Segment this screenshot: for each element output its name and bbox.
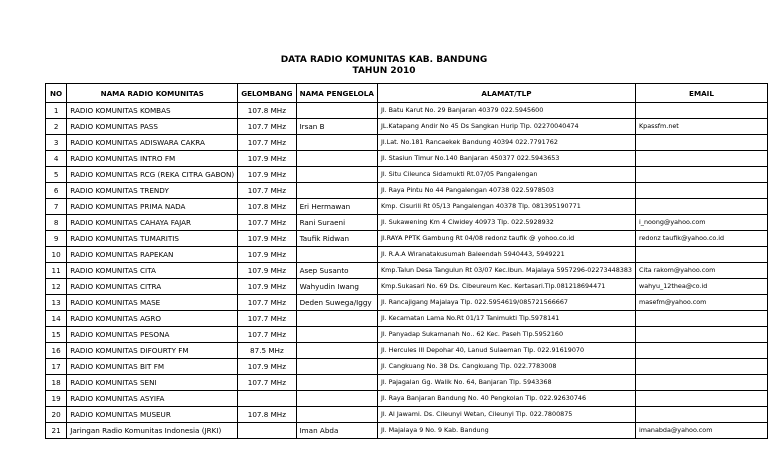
cell-email: redonz taufik@yahoo.co.id: [635, 231, 767, 247]
cell-address: Jl. Sukawening Km 4 Ciwidey 40973 Tlp. 022.5928932: [377, 215, 635, 231]
table-row: [46, 247, 768, 263]
cell-frequency: 107.7 MHz: [238, 375, 296, 391]
cell-name: RADIO KOMUNITAS PASS: [67, 119, 238, 135]
cell-frequency: 107.7 MHz: [238, 183, 296, 199]
cell-email: [635, 359, 767, 375]
cell-email: Cita rakom@yahoo.com: [635, 263, 767, 279]
cell-frequency: 107.9 MHz: [238, 151, 296, 167]
cell-name: RADIO KOMUNITAS DIFOURTY FM: [67, 343, 238, 359]
cell-manager: [296, 151, 377, 167]
cell-address: Jl. Majalaya 9 No. 9 Kab. Bandung: [377, 423, 635, 439]
cell-email: [635, 311, 767, 327]
cell-email: imanabda@yahoo.com: [635, 423, 767, 439]
cell-email: [635, 247, 767, 263]
cell-manager: Taufik Ridwan: [296, 231, 377, 247]
table-body: [46, 103, 768, 439]
cell-manager: Irsan B: [296, 119, 377, 135]
cell-frequency: 107.9 MHz: [238, 231, 296, 247]
cell-email: [635, 151, 767, 167]
header-address: ALAMAT/TLP: [377, 84, 635, 103]
table-row: [46, 135, 768, 151]
cell-name: RADIO KOMUNITAS SENI: [67, 375, 238, 391]
cell-address: Jl.Lat. No.181 Rancaekek Bandung 40394 022.7791762: [377, 135, 635, 151]
cell-no: 10: [46, 247, 67, 263]
cell-email: [635, 103, 767, 119]
cell-manager: [296, 391, 377, 407]
table-row: [46, 359, 768, 375]
cell-address: Jl. Al Jawami. Ds. Cileunyi Wetan, Cileunyi Tlp. 022.7800875: [377, 407, 635, 423]
table-row: [46, 407, 768, 423]
cell-manager: Wahyudin Iwang: [296, 279, 377, 295]
cell-address: Jl. R.A.A Wiranatakusumah Baleendah 5940443, 5949221: [377, 247, 635, 263]
cell-manager: [296, 183, 377, 199]
header-manager: NAMA PENGELOLA: [296, 84, 377, 103]
cell-frequency: [238, 423, 296, 439]
table-header-row: [46, 84, 768, 103]
cell-no: 9: [46, 231, 67, 247]
document-title: DATA RADIO KOMUNITAS KAB. BANDUNG: [280, 55, 488, 65]
cell-manager: [296, 103, 377, 119]
cell-frequency: 107.8 MHz: [238, 407, 296, 423]
cell-manager: [296, 375, 377, 391]
cell-address: Kmp.Sukasari No. 69 Ds. Cibeureum Kec. Kertasari.Tlp.081218694471: [377, 279, 635, 295]
cell-email: Kpassfm.net: [635, 119, 767, 135]
cell-manager: [296, 327, 377, 343]
cell-address: Kmp. Cisurili Rt 05/13 Pangalengan 40378 Tlp. 081395190771: [377, 199, 635, 215]
cell-manager: [296, 407, 377, 423]
cell-frequency: 107.7 MHz: [238, 311, 296, 327]
cell-no: 16: [46, 343, 67, 359]
cell-frequency: 87.5 MHz: [238, 343, 296, 359]
cell-email: wahyu_12thea@co.id: [635, 279, 767, 295]
cell-name: RADIO KOMUNITAS PESONA: [67, 327, 238, 343]
cell-address: Jl. Batu Karut No. 29 Banjaran 40379 022.5945600: [377, 103, 635, 119]
table-row: [46, 327, 768, 343]
cell-address: Jl. Cangkuang No. 38 Ds. Cangkuang Tlp. 022.7783008: [377, 359, 635, 375]
cell-name: RADIO KOMUNITAS AGRO: [67, 311, 238, 327]
cell-address: Jl. Raya Pintu No 44 Pangalengan 40738 022.5978503: [377, 183, 635, 199]
cell-no: 3: [46, 135, 67, 151]
table-row: [46, 103, 768, 119]
cell-manager: Asep Susanto: [296, 263, 377, 279]
cell-frequency: 107.7 MHz: [238, 327, 296, 343]
cell-frequency: 107.8 MHz: [238, 103, 296, 119]
cell-manager: [296, 247, 377, 263]
table-row: [46, 391, 768, 407]
cell-manager: [296, 359, 377, 375]
cell-address: Jl.RAYA PPTK Gambung Rt 04/08 redonz taufik @ yohoo.co.id: [377, 231, 635, 247]
cell-address: Jl. Rancajigang Majalaya Tlp. 022.5954619/085721566667: [377, 295, 635, 311]
cell-no: 17: [46, 359, 67, 375]
table-row: [46, 119, 768, 135]
cell-name: RADIO KOMUNITAS ASYIFA: [67, 391, 238, 407]
table-row: [46, 279, 768, 295]
cell-name: RADIO KOMUNITAS KOMBAS: [67, 103, 238, 119]
table-row: [46, 375, 768, 391]
cell-name: RADIO KOMUNITAS RAPEKAN: [67, 247, 238, 263]
cell-name: RADIO KOMUNITAS TRENDY: [67, 183, 238, 199]
radio-table: [45, 83, 768, 439]
document-subtitle: TAHUN 2010: [352, 66, 416, 76]
cell-address: Jl. Panyadap Sukamanah No.. 62 Kec. Paseh Tlp.5952160: [377, 327, 635, 343]
cell-email: i_noong@yahoo.com: [635, 215, 767, 231]
cell-name: RADIO KOMUNITAS PRIMA NADA: [67, 199, 238, 215]
cell-no: 7: [46, 199, 67, 215]
cell-no: 4: [46, 151, 67, 167]
cell-name: RADIO KOMUNITAS ADISWARA CAKRA: [67, 135, 238, 151]
cell-frequency: 107.7 MHz: [238, 215, 296, 231]
cell-email: [635, 199, 767, 215]
cell-frequency: 107.8 MHz: [238, 199, 296, 215]
cell-frequency: 107.9 MHz: [238, 247, 296, 263]
table-row: [46, 215, 768, 231]
header-email: EMAIL: [635, 84, 767, 103]
cell-address: Jl. Raya Banjaran Bandung No. 40 Pengkolan Tlp. 022.92630746: [377, 391, 635, 407]
cell-no: 11: [46, 263, 67, 279]
cell-name: RADIO KOMUNITAS MASE: [67, 295, 238, 311]
table-row: [46, 423, 768, 439]
cell-frequency: 107.7 MHz: [238, 295, 296, 311]
cell-address: Jl. Hercules III Depohar 40, Lanud Sulaeman Tlp. 022.91619070: [377, 343, 635, 359]
cell-email: [635, 167, 767, 183]
cell-manager: [296, 343, 377, 359]
cell-address: Jl. Kecamatan Lama No.Rt 01/17 Tanimukti Tlp.5978141: [377, 311, 635, 327]
cell-manager: Eri Hermawan: [296, 199, 377, 215]
cell-address: Jl. Pajagalan Gg. Walik No. 64, Banjaran Tlp. 5943368: [377, 375, 635, 391]
cell-name: RADIO KOMUNITAS CAHAYA FAJAR: [67, 215, 238, 231]
table-row: [46, 231, 768, 247]
cell-no: 20: [46, 407, 67, 423]
header-name: NAMA RADIO KOMUNITAS: [67, 84, 238, 103]
cell-name: RADIO KOMUNITAS RCG (REKA CITRA GABON): [67, 167, 238, 183]
cell-name: RADIO KOMUNITAS TUMARITIS: [67, 231, 238, 247]
cell-no: 18: [46, 375, 67, 391]
cell-no: 1: [46, 103, 67, 119]
table-row: [46, 311, 768, 327]
cell-manager: Rani Suraeni: [296, 215, 377, 231]
cell-no: 6: [46, 183, 67, 199]
cell-email: [635, 375, 767, 391]
cell-address: Jl. Situ Cileunca Sidamukti Rt.07/05 Pangalengan: [377, 167, 635, 183]
header-no: NO: [46, 84, 67, 103]
cell-frequency: 107.9 MHz: [238, 359, 296, 375]
cell-no: 12: [46, 279, 67, 295]
cell-manager: [296, 135, 377, 151]
cell-frequency: 107.9 MHz: [238, 263, 296, 279]
cell-email: [635, 327, 767, 343]
cell-address: Kmp.Talun Desa Tangulun Rt 03/07 Kec.Ibun. Majalaya 5957296-02273448383: [377, 263, 635, 279]
cell-name: Jaringan Radio Komunitas Indonesia (JRKI): [67, 423, 238, 439]
cell-manager: [296, 311, 377, 327]
cell-frequency: [238, 391, 296, 407]
cell-no: 15: [46, 327, 67, 343]
header-frequency: GELOMBANG: [238, 84, 296, 103]
table-row: [46, 263, 768, 279]
cell-manager: Iman Abda: [296, 423, 377, 439]
cell-name: RADIO KOMUNITAS MUSEUR: [67, 407, 238, 423]
cell-email: [635, 391, 767, 407]
cell-frequency: 107.9 MHz: [238, 279, 296, 295]
table-row: [46, 343, 768, 359]
cell-no: 21: [46, 423, 67, 439]
cell-name: RADIO KOMUNITAS CITRA: [67, 279, 238, 295]
table-row: [46, 167, 768, 183]
cell-frequency: 107.9 MHz: [238, 167, 296, 183]
cell-name: RADIO KOMUNITAS INTRO FM: [67, 151, 238, 167]
cell-email: [635, 183, 767, 199]
table-row: [46, 295, 768, 311]
cell-email: [635, 407, 767, 423]
cell-email: [635, 135, 767, 151]
cell-no: 14: [46, 311, 67, 327]
table-row: [46, 151, 768, 167]
cell-address: Jl. Stasiun Timur No.140 Banjaran 450377 022.5943653: [377, 151, 635, 167]
cell-manager: Deden Suwega/Iggy: [296, 295, 377, 311]
cell-name: RADIO KOMUNITAS CITA: [67, 263, 238, 279]
cell-no: 13: [46, 295, 67, 311]
cell-address: JL.Katapang Andir No 45 Ds Sangkan Hurip Tlp. 02270040474: [377, 119, 635, 135]
cell-no: 2: [46, 119, 67, 135]
table-row: [46, 183, 768, 199]
cell-manager: [296, 167, 377, 183]
cell-no: 5: [46, 167, 67, 183]
cell-name: RADIO KOMUNITAS BIT FM: [67, 359, 238, 375]
cell-no: 8: [46, 215, 67, 231]
cell-frequency: 107.7 MHz: [238, 135, 296, 151]
cell-frequency: 107.7 MHz: [238, 119, 296, 135]
cell-email: masefm@yahoo.com: [635, 295, 767, 311]
cell-no: 19: [46, 391, 67, 407]
table-row: [46, 199, 768, 215]
cell-email: [635, 343, 767, 359]
